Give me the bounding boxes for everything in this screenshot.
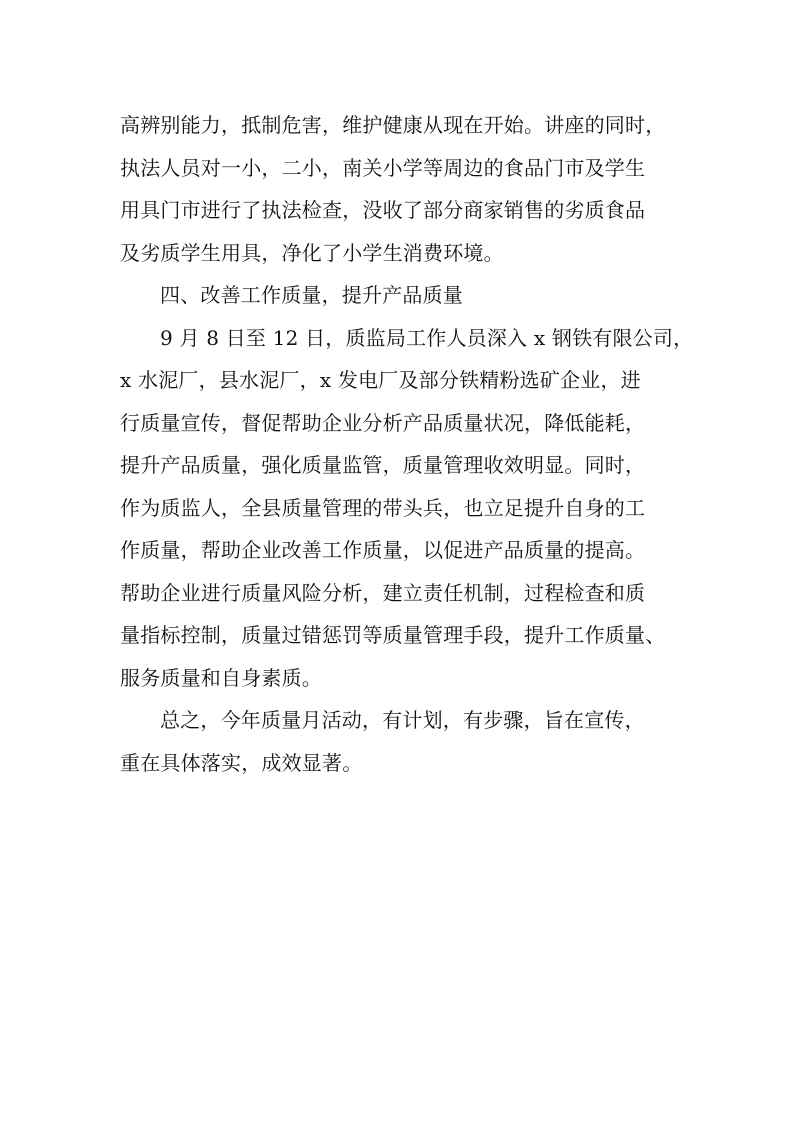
body-text-line: 作质量，帮助企业改善工作质量，以促进产品质量的提高。 (120, 538, 646, 562)
paragraph-first-line: 9 月 8 日至 12 日，质监局工作人员深入 x 钢铁有限公司， (160, 325, 694, 350)
body-text-line: 执法人员对一小，二小，南关小学等周边的食品门市及学生 (120, 155, 646, 180)
body-text-line: 提升产品质量，强化质量监管，质量管理收效明显。同时， (120, 453, 646, 477)
body-text-line: 重在具体落实，成效显著。 (120, 750, 363, 775)
body-text-line: 作为质监人，全县质量管理的带头兵，也立足提升自身的工 (120, 495, 646, 520)
document-body (120, 104, 694, 784)
section-heading: 四、改善工作质量，提升产品质量 (160, 283, 463, 307)
paragraph-first-line: 总之，今年质量月活动，有计划，有步骤，旨在宣传， (160, 708, 645, 732)
body-text-line: 帮助企业进行质量风险分析，建立责任机制，过程检查和质 (120, 580, 646, 605)
body-text-line: 量指标控制，质量过错惩罚等质量管理手段，提升工作质量、 (120, 623, 666, 647)
body-text-line: 服务质量和自身素质。 (120, 665, 322, 690)
body-text-line: x 水泥厂，县水泥厂，x 发电厂及部分铁精粉选矿企业，进 (120, 368, 641, 392)
body-text-line: 及劣质学生用具，净化了小学生消费环境。 (120, 240, 504, 265)
body-text-line: 行质量宣传，督促帮助企业分析产品质量状况，降低能耗， (120, 410, 646, 435)
body-text-line: 高辨别能力，抵制危害，维护健康从现在开始。讲座的同时， (120, 113, 666, 137)
body-text-line: 用具门市进行了执法检查，没收了部分商家销售的劣质食品 (120, 198, 646, 222)
